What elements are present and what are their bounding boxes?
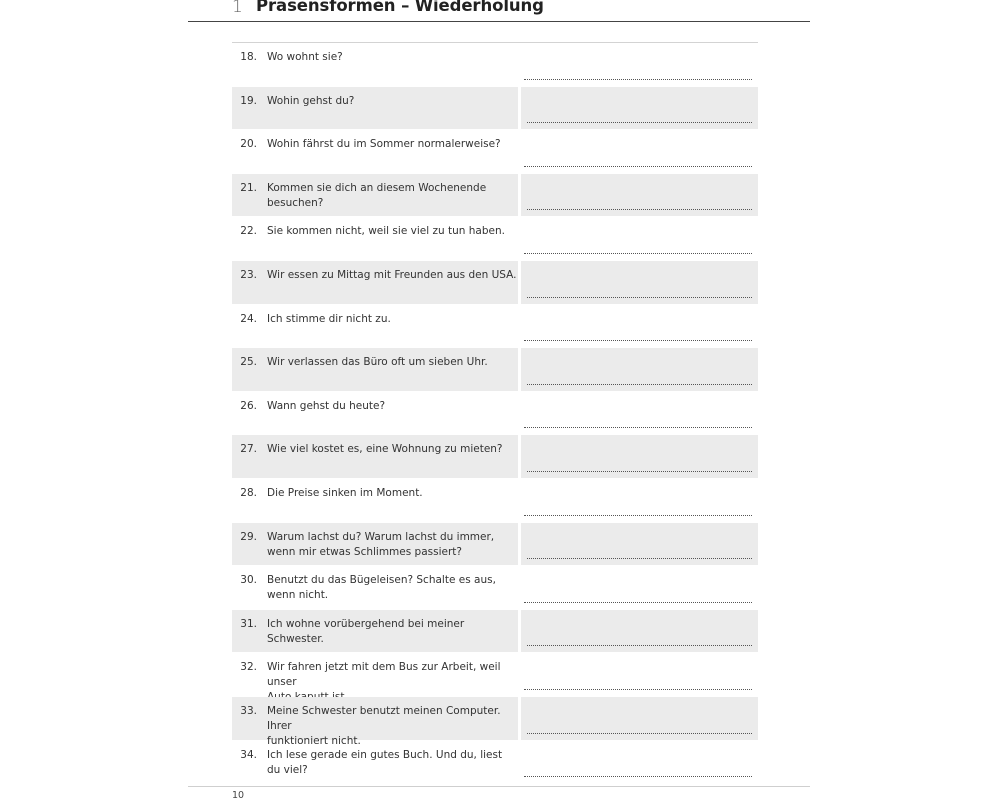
answer-cell[interactable] xyxy=(518,217,758,260)
answer-cell[interactable] xyxy=(518,479,758,522)
exercise-sentence: Ich lese gerade ein gutes Buch. Und du, liest du viel? xyxy=(267,748,503,776)
exercise-number: 21. xyxy=(240,181,257,194)
answer-dotted-line xyxy=(524,689,752,690)
exercise-sentence: Benutzt du das Bügeleisen? Schalte es aus, wenn nicht. xyxy=(267,574,496,602)
exercise-row xyxy=(232,435,758,479)
answer-cell[interactable] xyxy=(518,697,758,740)
exercise-number: 28. xyxy=(240,486,257,499)
page-title: Präsensformen – Wiederholung xyxy=(256,0,544,15)
exercise-row xyxy=(232,479,758,523)
answer-dotted-line xyxy=(527,297,752,298)
exercise-sentence: Ich wohne vorübergehend bei meiner Schwester. xyxy=(267,617,465,645)
exercise-row xyxy=(232,610,758,654)
answer-cell[interactable] xyxy=(518,261,758,304)
exercise-number: 31. xyxy=(240,617,257,630)
answer-dotted-line xyxy=(524,253,752,254)
exercise-row xyxy=(232,523,758,567)
exercise-sentence: Wir fahren jetzt mit dem Bus zur Arbeit, weil unser xyxy=(267,661,501,689)
exercise-row xyxy=(232,392,758,436)
exercise-sentence: Wir essen zu Mittag mit Freunden aus den USA. xyxy=(267,268,517,281)
exercise-sentence: Wann gehst du heute? xyxy=(267,399,386,412)
exercise-row xyxy=(232,130,758,174)
answer-dotted-line xyxy=(524,776,752,777)
exercise-sentence: Wo wohnt sie? xyxy=(267,51,343,63)
exercise-row xyxy=(232,697,758,747)
answer-dotted-line xyxy=(524,79,752,80)
answer-cell[interactable] xyxy=(518,566,758,609)
exercise-sentence: Wir verlassen das Büro oft um sieben Uhr. xyxy=(267,356,488,369)
answer-cell[interactable] xyxy=(518,43,758,86)
exercise-sentence: Wohin gehst du? xyxy=(267,94,355,107)
answer-cell[interactable] xyxy=(518,523,758,566)
exercise-number: 27. xyxy=(240,443,257,456)
exercise-number: 33. xyxy=(240,704,257,717)
exercise-row xyxy=(232,43,758,87)
answer-dotted-line xyxy=(527,558,752,559)
exercise-sentence: Meine Schwester benutzt meinen Computer. Ihrer funktioniert nicht. xyxy=(267,704,501,747)
exercise-number: 25. xyxy=(240,356,257,369)
exercise-row xyxy=(232,653,758,697)
answer-cell[interactable] xyxy=(518,392,758,435)
exercise-number: 23. xyxy=(240,268,257,281)
exercise-row xyxy=(232,261,758,305)
exercise-sentence: Sie kommen nicht, weil sie viel zu tun haben. xyxy=(267,225,505,238)
answer-cell[interactable] xyxy=(518,435,758,478)
exercise-row xyxy=(232,87,758,131)
exercise-row xyxy=(232,217,758,261)
answer-cell[interactable] xyxy=(518,305,758,348)
answer-dotted-line xyxy=(527,122,752,123)
answer-cell[interactable] xyxy=(518,174,758,217)
answer-cell[interactable] xyxy=(518,130,758,173)
exercise-number: 32. xyxy=(240,661,257,674)
exercise-table xyxy=(232,42,758,784)
exercise-number: 20. xyxy=(240,138,257,151)
exercise-row xyxy=(232,174,758,218)
chapter-number: 1 xyxy=(232,0,243,17)
answer-cell[interactable] xyxy=(518,87,758,130)
answer-dotted-line xyxy=(527,384,752,385)
footer-divider xyxy=(188,786,810,787)
answer-cell[interactable] xyxy=(518,610,758,653)
exercise-number: 29. xyxy=(240,530,257,543)
exercise-number: 18. xyxy=(240,51,257,63)
exercise-row xyxy=(232,305,758,349)
page-header xyxy=(188,0,810,22)
exercise-number: 30. xyxy=(240,574,257,587)
answer-dotted-line xyxy=(527,645,752,646)
exercise-sentence: Warum lachst du? Warum lachst du immer, wenn mir etwas Schlimmes passiert? xyxy=(267,530,495,558)
exercise-sentence: Wohin fährst du im Sommer normalerweise? xyxy=(267,138,501,151)
answer-cell[interactable] xyxy=(518,653,758,696)
exercise-sentence: Wie viel kostet es, eine Wohnung zu mieten? xyxy=(267,443,503,456)
exercise-sentence: Kommen sie dich an diesem Wochenende besuchen? xyxy=(267,181,487,209)
answer-cell[interactable] xyxy=(518,348,758,391)
answer-dotted-line xyxy=(524,602,752,603)
exercise-number: 34. xyxy=(240,748,257,761)
exercise-row xyxy=(232,348,758,392)
exercise-sentence: Die Preise sinken im Moment. xyxy=(267,486,423,499)
answer-dotted-line xyxy=(524,340,752,341)
exercise-number: 22. xyxy=(240,225,257,238)
exercise-number: 24. xyxy=(240,312,257,325)
exercise-number: 19. xyxy=(240,94,257,107)
exercise-sentence: Ich stimme dir nicht zu. xyxy=(267,312,391,325)
answer-cell[interactable] xyxy=(518,741,758,784)
answer-dotted-line xyxy=(524,515,752,516)
exercise-number: 26. xyxy=(240,399,257,412)
answer-dotted-line xyxy=(524,427,752,428)
exercise-row xyxy=(232,566,758,610)
answer-dotted-line xyxy=(527,733,752,734)
answer-dotted-line xyxy=(524,166,752,167)
page-number: 10 xyxy=(232,790,245,801)
exercise-row xyxy=(232,741,758,785)
answer-dotted-line xyxy=(527,471,752,472)
answer-dotted-line xyxy=(527,209,752,210)
